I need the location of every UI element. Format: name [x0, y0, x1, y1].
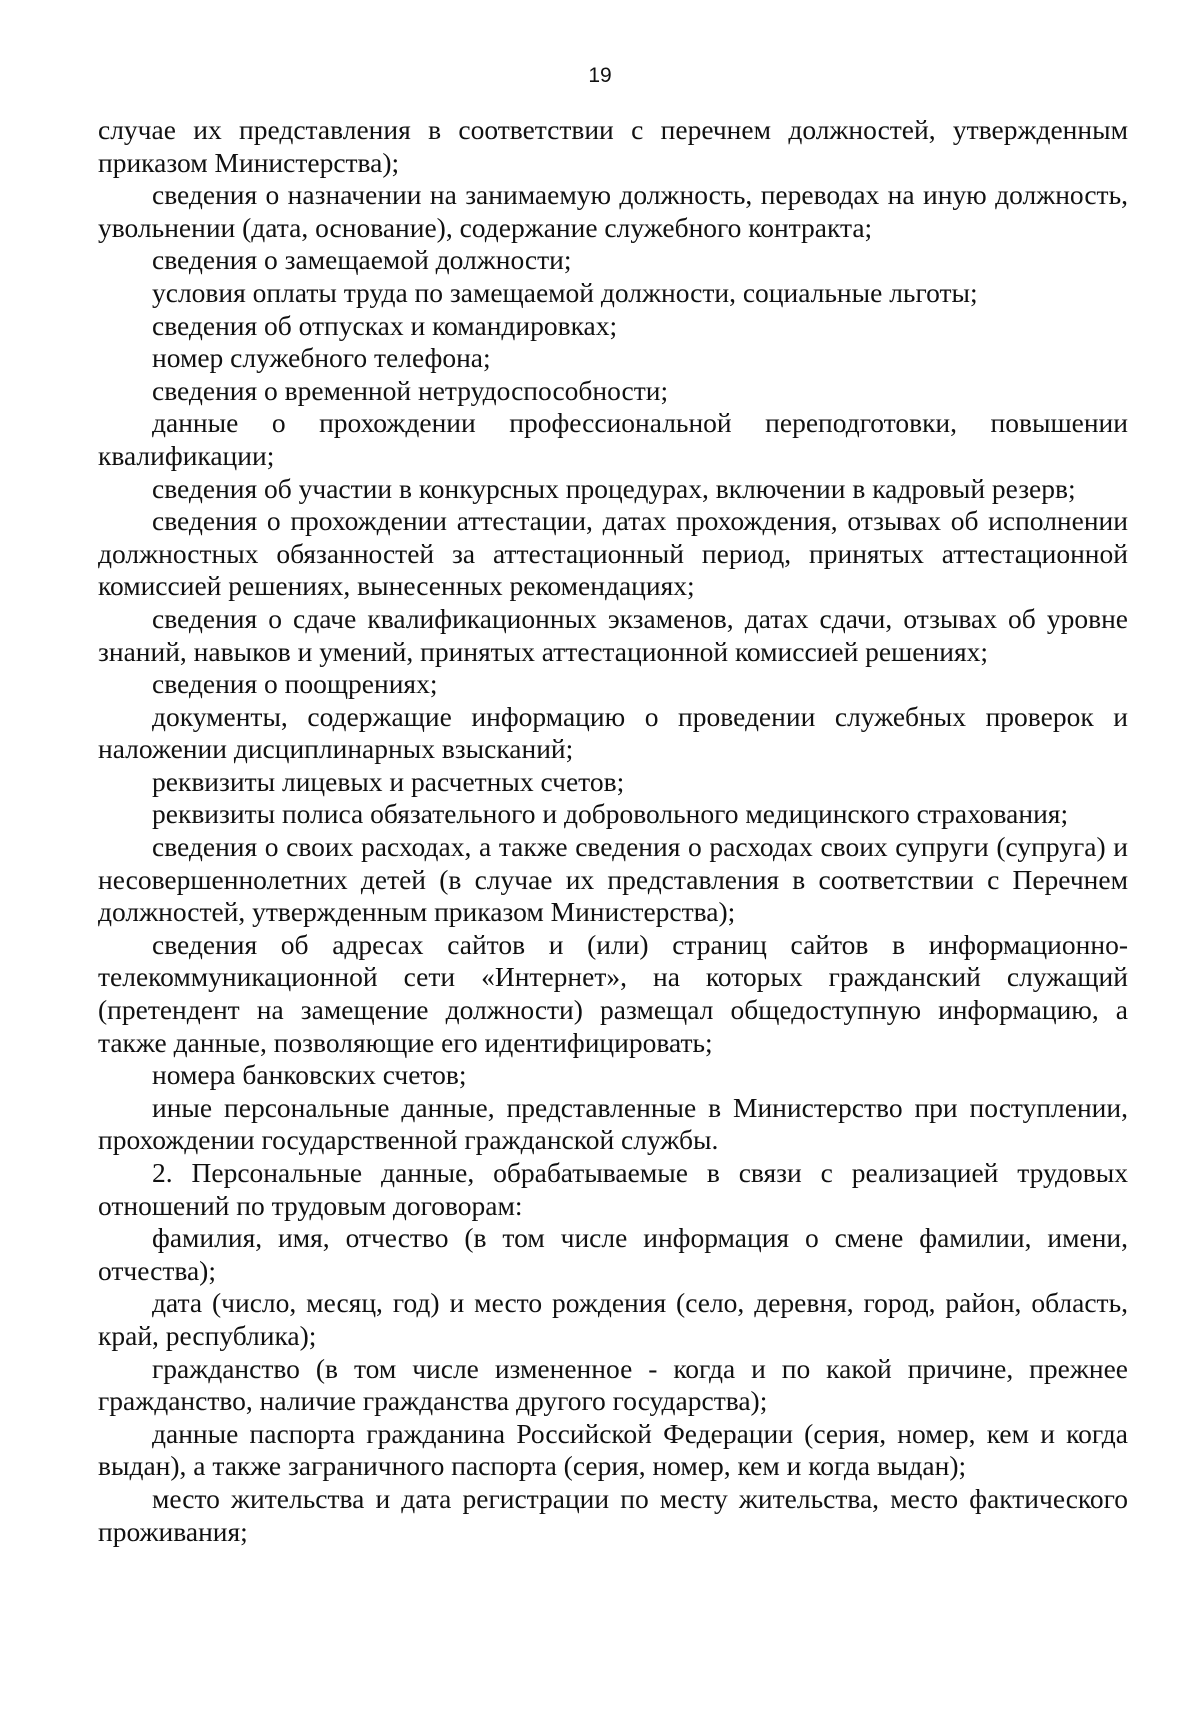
paragraph: дата (число, месяц, год) и место рождения (село, деревня, город, район, область, край, республика);: [98, 1287, 1128, 1351]
page-number: 19: [588, 64, 612, 87]
paragraph: реквизиты полиса обязательного и добровольного медицинского страхования;: [152, 798, 1069, 830]
paragraph: номера банковских счетов;: [152, 1059, 467, 1091]
paragraph: гражданство (в том числе измененное - когда и по какой причине, прежнее гражданство, наличие гражданства другого государства);: [98, 1352, 1128, 1417]
paragraph: документы, содержащие информацию о проведении служебных проверок и наложении дисциплинарных взысканий;: [98, 700, 1128, 765]
paragraph: условия оплаты труда по замещаемой должности, социальные льготы;: [152, 276, 978, 308]
paragraph: сведения о сдаче квалификационных экзаменов, датах сдачи, отзывах об уровне знаний, навыков и умений, принятых аттестационной комиссией решениях;: [98, 602, 1128, 667]
paragraph: номер служебного телефона;: [152, 342, 491, 374]
paragraph: сведения о замещаемой должности;: [152, 244, 572, 276]
paragraph: данные о прохождении профессиональной переподготовки, повышении квалификации;: [98, 407, 1128, 471]
paragraph: данные паспорта гражданина Российской Федерации (серия, номер, кем и когда выдан), а также заграничного паспорта (серия, номер, кем и когда выдан);: [98, 1417, 1128, 1482]
paragraph: сведения о назначении на занимаемую должность, переводах на иную должность, увольнении (дата, основание), содержание служебного контракта;: [98, 179, 1128, 243]
paragraph: место жительства и дата регистрации по месту жительства, место фактического проживания;: [98, 1482, 1128, 1547]
paragraph: 2. Персональные данные, обрабатываемые в связи с реализацией трудовых отношений по трудовым договорам:: [98, 1157, 1128, 1221]
paragraph: иные персональные данные, представленные в Министерство при поступлении, прохождении государственной гражданской службы.: [98, 1091, 1128, 1156]
paragraph: сведения об отпусках и командировках;: [152, 309, 618, 341]
document-body: [98, 114, 1128, 1548]
paragraph: сведения о поощрениях;: [152, 668, 438, 700]
paragraph: сведения об участии в конкурсных процедурах, включении в кадровый резерв;: [152, 472, 1076, 504]
paragraph: сведения о своих расходах, а также сведения о расходах своих супруги (супруга) и несовершеннолетних детей (в случае их представления в соответствии с Перечнем должностей, утвержденным приказом Министерства);: [98, 831, 1128, 928]
paragraph: фамилия, имя, отчество (в том числе информация о смене фамилии, имени, отчества);: [98, 1222, 1128, 1286]
paragraph: сведения об адресах сайтов и (или) страниц сайтов в информационно-телекоммуникационной сети «Интернет», на которых гражданский служащий (претендент на замещение должности) размещал общедоступную информацию, а также данные, позволяющие его идентифицировать;: [98, 928, 1128, 1058]
paragraph: случае их представления в соответствии с перечнем должностей, утвержденным приказом Министерства);: [98, 114, 1128, 178]
paragraph: сведения о прохождении аттестации, датах прохождения, отзывах об исполнении должностных обязанностей за аттестационный период, принятых аттестационной комиссией решениях, вынесенных рекомендациях;: [98, 505, 1128, 602]
paragraph: реквизиты лицевых и расчетных счетов;: [152, 765, 625, 797]
paragraph: сведения о временной нетрудоспособности;: [152, 374, 669, 406]
